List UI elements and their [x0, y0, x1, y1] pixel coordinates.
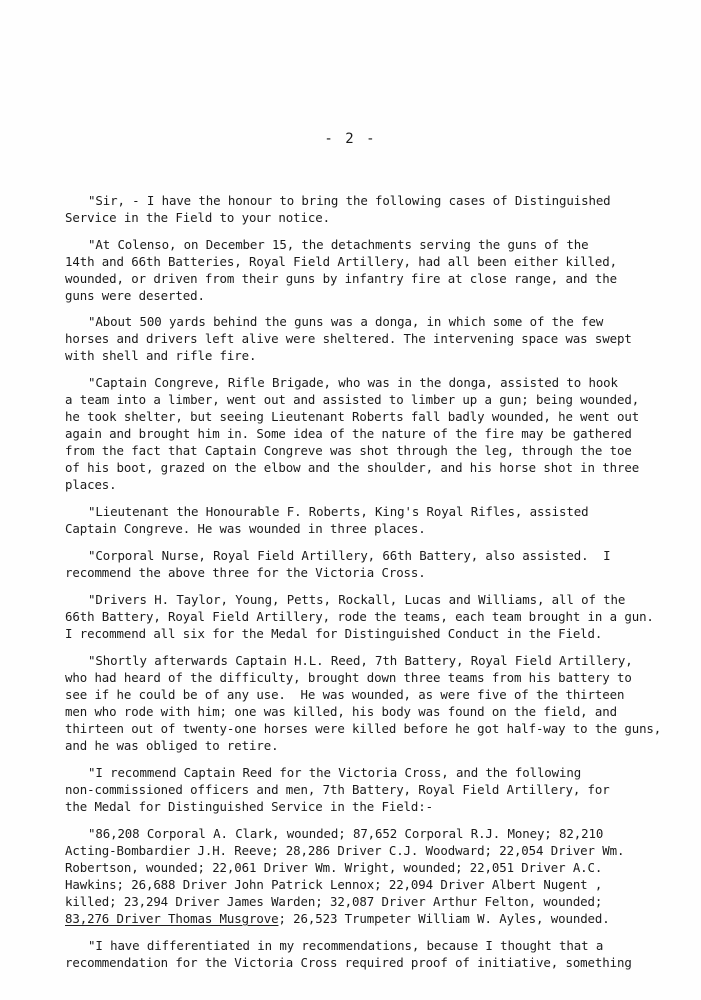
paragraph-11-line-1: "I have differentiated in my recommendations, because I thought that a: [88, 938, 604, 953]
paragraph-9-line-3: the Medal for Distinguished Service in the Field:-: [65, 799, 433, 814]
paragraph-10-line-1: "86,208 Corporal A. Clark, wounded; 87,652 Corporal R.J. Money; 82,210: [88, 826, 604, 841]
paragraph-7-line-1: "Drivers H. Taylor, Young, Petts, Rockall, Lucas and Williams, all of the: [88, 592, 626, 607]
paragraph-2-line-3: wounded, or driven from their guns by infantry fire at close range, and the: [65, 271, 617, 286]
paragraph-4-line-2: a team into a limber, went out and assisted to limber up a gun; being wounded,: [65, 392, 640, 407]
paragraph-6-line-1: "Corporal Nurse, Royal Field Artillery, 66th Battery, also assisted. I: [88, 548, 611, 563]
paragraph-4-line-5: from the fact that Captain Congreve was shot through the leg, through the toe: [65, 443, 632, 458]
paragraph-3-line-1: "About 500 yards behind the guns was a donga, in which some of the few: [88, 314, 604, 329]
underlined-entry: 83,276 Driver Thomas Musgrove: [65, 911, 279, 926]
paragraph-3-line-3: with shell and rifle fire.: [65, 348, 257, 363]
paragraph-11-line-2: recommendation for the Victoria Cross required proof of initiative, something: [65, 955, 632, 970]
paragraph-8-line-1: "Shortly afterwards Captain H.L. Reed, 7th Battery, Royal Field Artillery,: [88, 653, 633, 668]
paragraph-4-line-4: again and brought him in. Some idea of the nature of the fire may be gathered: [65, 426, 632, 441]
paragraph-2-line-2: 14th and 66th Batteries, Royal Field Artillery, had all been either killed,: [65, 254, 617, 269]
paragraph-10-line-6: 83,276 Driver Thomas Musgrove; 26,523 Trumpeter William W. Ayles, wounded.: [65, 911, 610, 926]
paragraph-4-line-1: "Captain Congreve, Rifle Brigade, who was in the donga, assisted to hook: [88, 375, 618, 390]
paragraph-8-line-4: men who rode with him; one was killed, his body was found on the field, and: [65, 704, 617, 719]
paragraph-2-line-1: "At Colenso, on December 15, the detachments serving the guns of the: [88, 237, 589, 252]
paragraph-4-line-7: places.: [65, 477, 117, 492]
paragraph-8-line-6: and he was obliged to retire.: [65, 738, 279, 753]
paragraph-3-line-2: horses and drivers left alive were sheltered. The intervening space was swept: [65, 331, 632, 346]
paragraph-7-line-2: 66th Battery, Royal Field Artillery, rode the teams, each team brought in a gun.: [65, 609, 654, 624]
paragraph-8-line-5: thirteen out of twenty-one horses were killed before he got half-way to the guns,: [65, 721, 662, 736]
paragraph-9-line-2: non-commissioned officers and men, 7th Battery, Royal Field Artillery, for: [65, 782, 610, 797]
paragraph-1-line-2: Service in the Field to your notice.: [65, 210, 330, 225]
paragraph-4-line-3: he took shelter, but seeing Lieutenant Roberts fall badly wounded, he went out: [65, 409, 640, 424]
page-number: - 2 -: [324, 131, 377, 147]
paragraph-10-line-4: Hawkins; 26,688 Driver John Patrick Lennox; 22,094 Driver Albert Nugent ,: [65, 877, 603, 892]
paragraph-9-line-1: "I recommend Captain Reed for the Victoria Cross, and the following: [88, 765, 582, 780]
paragraph-10-line-5: killed; 23,294 Driver James Warden; 32,087 Driver Arthur Felton, wounded;: [65, 894, 603, 909]
paragraph-5-line-2: Captain Congreve. He was wounded in three places.: [65, 521, 426, 536]
paragraph-8-line-2: who had heard of the difficulty, brought down three teams from his battery to: [65, 670, 632, 685]
paragraph-5-line-1: "Lieutenant the Honourable F. Roberts, King's Royal Rifles, assisted: [88, 504, 589, 519]
paragraph-7-line-3: I recommend all six for the Medal for Distinguished Conduct in the Field.: [65, 626, 603, 641]
paragraph-4-line-6: of his boot, grazed on the elbow and the shoulder, and his horse shot in three: [65, 460, 640, 475]
paragraph-2-line-4: guns were deserted.: [65, 288, 205, 303]
paragraph-10-line-2: Acting-Bombardier J.H. Reeve; 28,286 Driver C.J. Woodward; 22,054 Driver Wm.: [65, 843, 625, 858]
paragraph-6-line-2: recommend the above three for the Victoria Cross.: [65, 565, 426, 580]
paragraph-8-line-3: see if he could be of any use. He was wounded, as were five of the thirteen: [65, 687, 625, 702]
paragraph-10-line-3: Robertson, wounded; 22,061 Driver Wm. Wright, wounded; 22,051 Driver A.C.: [65, 860, 603, 875]
paragraph-1-line-1: "Sir, - I have the honour to bring the following cases of Distinguished: [88, 193, 611, 208]
